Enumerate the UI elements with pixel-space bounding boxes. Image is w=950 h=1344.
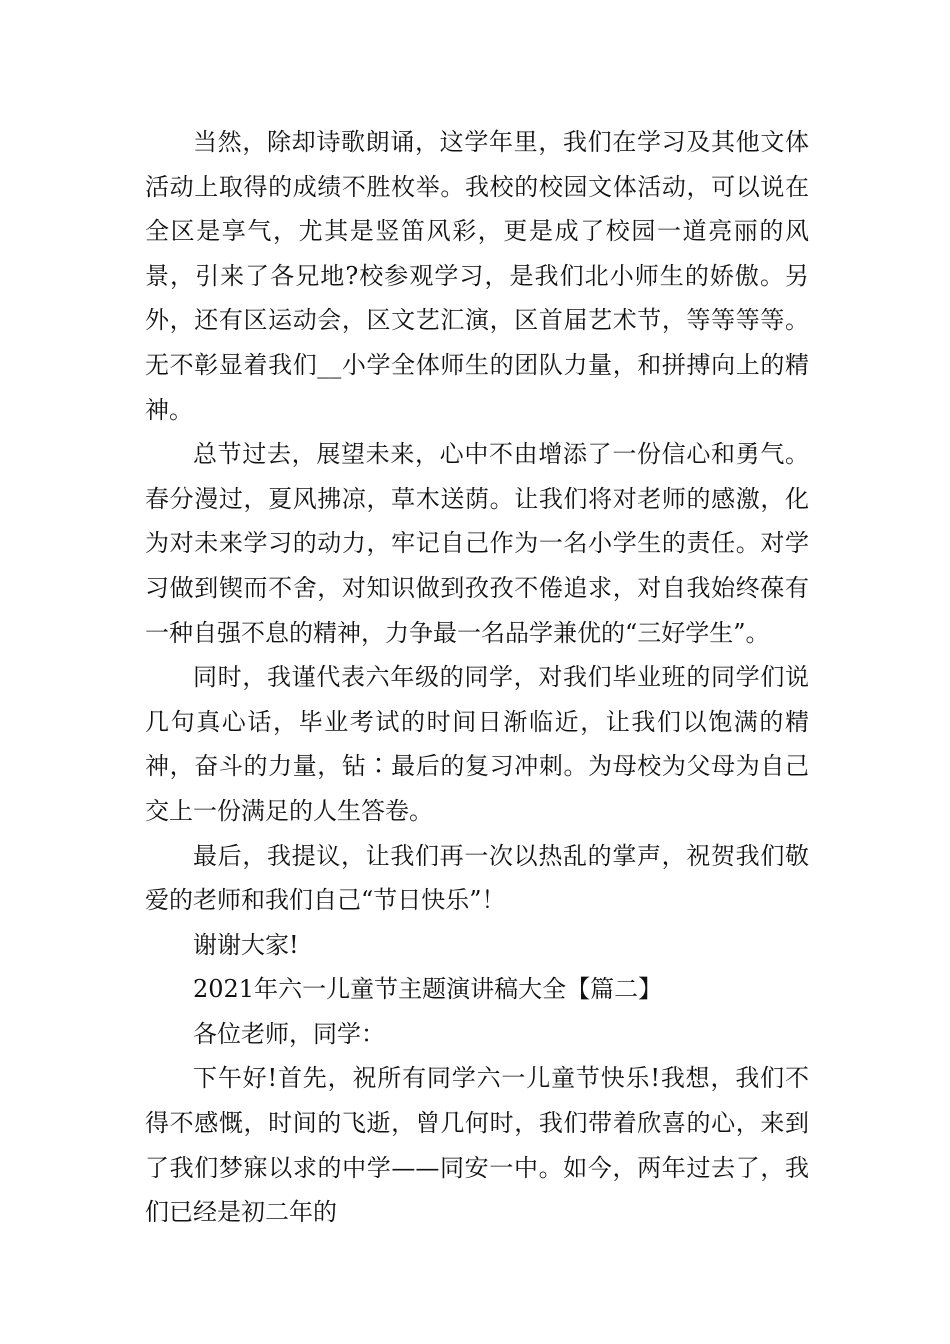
document-body: [145, 120, 809, 1235]
section-title: 2021年六一儿童节主题演讲稿大全【篇二】: [193, 975, 663, 1004]
paragraph-thanks: 谢谢大家!: [193, 930, 299, 959]
paragraph-graduates: 同时，我谨代表六年级的同学，对我们毕业班的同学们说几句真心话，毕业考试的时间日渐临近，让我们以饱满的精神，奋斗的力量，钻∶最后的复习冲刺。为母校为父母为自己交上一份满足的人生答卷。: [145, 663, 809, 825]
paragraph-future: 总节过去，展望未来，心中不由增添了一份信心和勇气。春分漫过，夏风拂凉，草木送荫。让我们将对老师的感激，化为对未来学习的动力，牢记自己作为一名小学生的责任。对学习做到锲而不舍，对知识做到孜孜不倦追求，对自我始终葆有一种自强不息的精神，力争最一名品学兼优的“三好学生”。: [145, 440, 809, 647]
paragraph-opening: 下午好!首先，祝所有同学六一儿童节快乐!我想，我们不得不感慨，时间的飞逝，曾几何时，我们带着欣喜的心，来到了我们梦寐以求的中学——同安一中。如今，两年过去了，我们已经是初二年的: [145, 1064, 809, 1227]
paragraph-achievements: 当然，除却诗歌朗诵，这学年里，我们在学习及其他文体活动上取得的成绩不胜枚举。我校的校园文体活动，可以说在全区是享气，尤其是竖笛风彩，更是成了校园一道亮丽的风景，引来了各兄地?校参观学习，是我们北小师生的娇傲。另外，还有区运动会，区文艺汇演，区首届艺术节，等等等等。无不彰显着我们__小学全体师生的团队力量，和拼搏向上的精神。: [145, 128, 809, 424]
paragraph-closing: 最后，我提议，让我们再一次以热乱的掌声，祝贺我们敬爱的老师和我们自己“节日快乐”！: [145, 841, 809, 915]
paragraph-greeting: 各位老师，同学：: [193, 1019, 385, 1048]
